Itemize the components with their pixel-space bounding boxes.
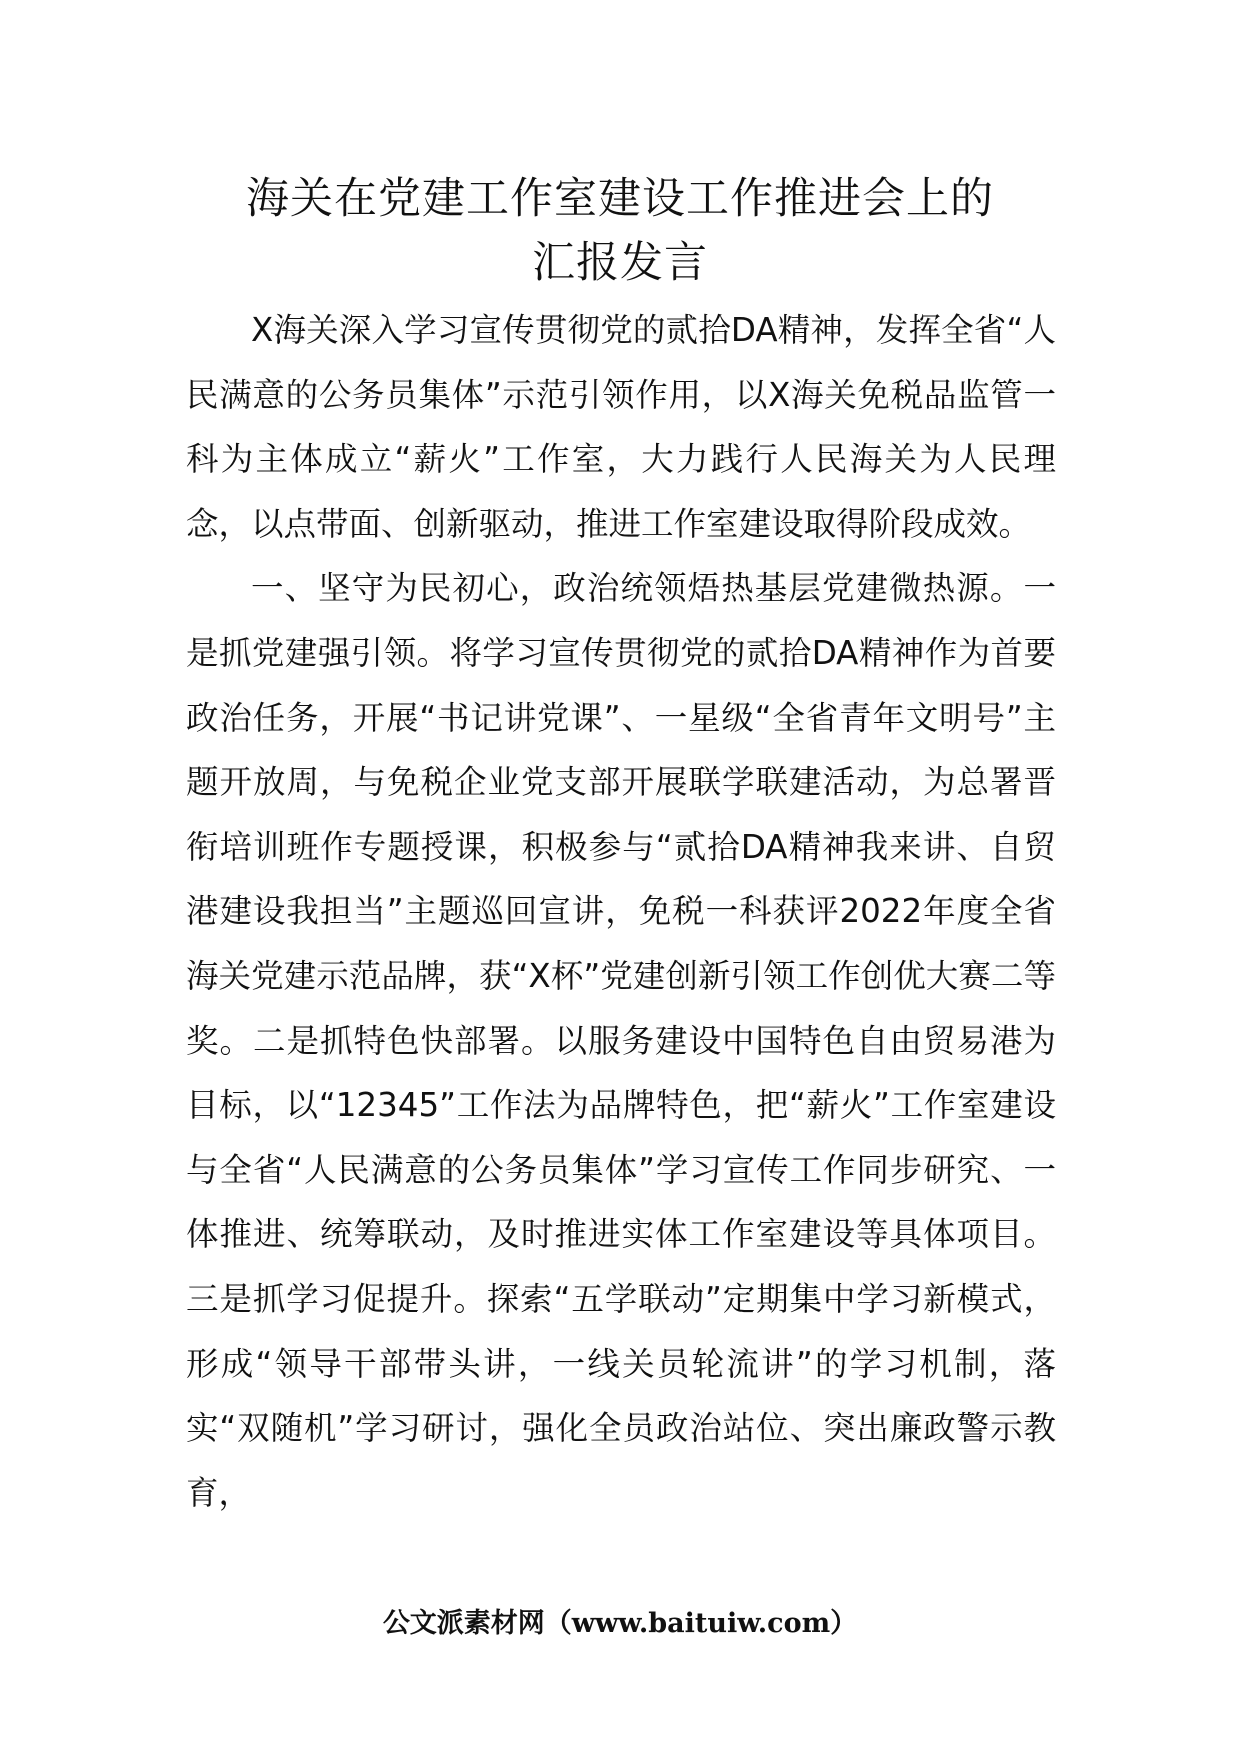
footer-watermark: 公文派素材网（www.baituiw.com）	[382, 1608, 858, 1639]
paragraph-section-one: 一、坚守为民初心，政治统领焐热基层党建微热源。一是抓党建强引领。将学习宣传贯彻党的贰拾DA精神作为首要政治任务，开展“书记讲党课”、一星级“全省青年文明号”主题开放周，与免税企业党支部开展联学联建活动，为总署晋衔培训班作专题授课，积极参与“贰拾DA精神我来讲、自贸港建设我担当”主题巡回宣讲，免税一科获评2022年度全省海关党建示范品牌，获“X杯”党建创新引领工作创优大赛二等奖。二是抓特色快部署。以服务建设中国特色自由贸易港为目标，以“12345”工作法为品牌特色，把“薪火”工作室建设与全省“人民满意的公务员集体”学习宣传工作同步研究、一体推进、统筹联动，及时推进实体工作室建设等具体项目。三是抓学习促提升。探索“五学联动”定期集中学习新模式，形成“领导干部带头讲，一线关员轮流讲”的学习机制，落实“双随机”学习研讨，强化全员政治站位、突出廉政警示教育，	[186, 569, 1056, 1512]
document-title-line-1: 海关在党建工作室建设工作推进会上的	[246, 174, 994, 224]
document-body	[186, 298, 1056, 1525]
paragraph-intro: X海关深入学习宣传贯彻党的贰拾DA精神，发挥全省“人民满意的公务员集体”示范引领作用，以X海关免税品监管一科为主体成立“薪火”工作室，大力践行人民海关为人民理念，以点带面、创新驱动，推进工作室建设取得阶段成效。	[186, 311, 1056, 543]
document-title-line-2: 汇报发言	[532, 238, 708, 288]
